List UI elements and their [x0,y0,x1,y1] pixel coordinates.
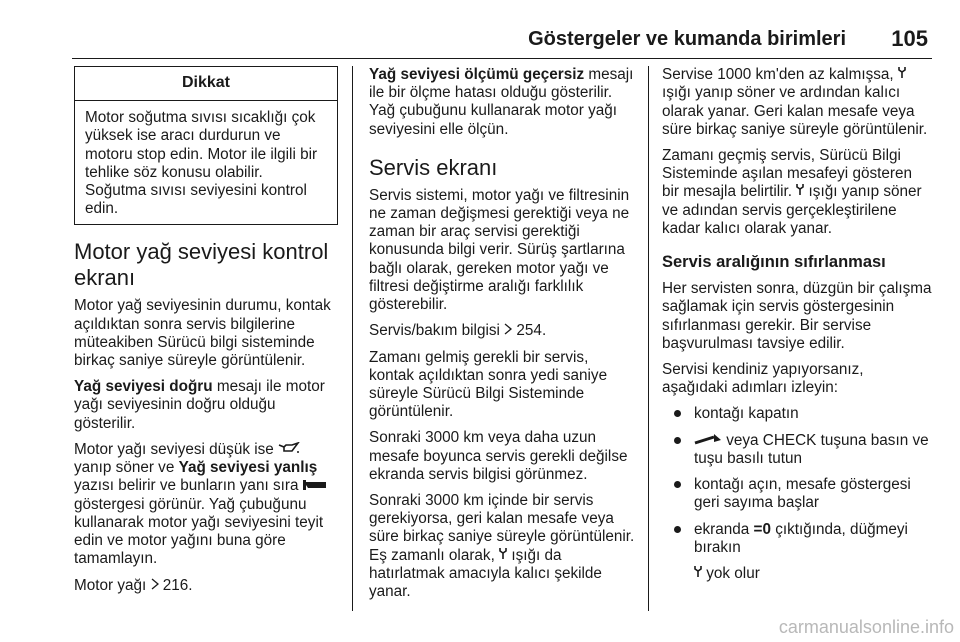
list-item: kontağı kapatın [662,405,932,423]
paragraph: Zamanı gelmiş gerekli bir servis, kontak açıldıktan sonra yedi saniye süreyle Sürücü Bilgi Sisteminde görüntülenir. [369,348,608,421]
page-title: Göstergeler ve kumanda birimleri [528,28,846,50]
page-number: 105 [891,26,928,51]
bullet-icon [674,437,681,444]
bullet-icon [674,410,681,417]
page-reference-icon [504,322,512,340]
column-divider [352,66,353,611]
paragraph: Yağ seviyesi ölçümü geçersiz mesajı ile bir ölçme hatası olduğu gösterilir. Yağ çubuğunu kullanarak motor yağı seviyesini elle ölçün. [369,66,634,138]
steps-list [662,405,932,557]
warning-text: Motor soğutma sıvısı sıcaklığı çok yüksek ise aracı durdurun ve motoru stop edin. Motor ile ilgili bir tehlike söz konusu olabilir. Soğutma sıvısı seviyesini kontrol edin. [85,109,318,218]
bullet-icon [674,526,681,533]
paragraph: Zamanı geçmiş servis, Sürücü Bilgi Sisteminde aşılan mesafeyi gösteren bir mesajla belirtilir. ışığı yanıp söner ve adından servis gerçekleştirilene kadar kalıcı olarak yanar. [662,146,922,237]
column-1 [74,66,340,603]
column-divider [648,66,649,611]
paragraph: yok olur [662,565,932,583]
service-wrench-icon [499,547,507,565]
paragraph: Yağ seviyesi doğru mesajı ile motor yağı seviyesinin doğru olduğu gösterilir. [74,378,325,432]
column-3 [662,66,932,591]
stalk-button-icon [694,432,722,450]
oil-level-bar-icon [303,477,327,495]
paragraph: Motor yağ seviyesinin durumu, kontak açıldıktan sonra servis bilgilerine müteakiben Sürücü bilgi sisteminde birkaç saniye süreyle görüntülenir. [74,297,331,370]
paragraph: Sonraki 3000 km veya daha uzun mesafe boyunca servis gerekli değilse ekranda servis bilgisi görünmez. [369,429,628,483]
list-item: kontağı açın, mesafe göstergesi geri sayıma başlar [662,476,932,512]
paragraph: Sonraki 3000 km içinde bir servis gerekiyorsa, geri kalan mesafe veya süre birkaç saniye süreyle görüntülenir. Eş zamanlı olarak, ışığı da hatırlatmak amacıyla kalıcı şekilde yanar. [369,492,635,601]
page-header [72,22,932,59]
paragraph: Her servisten sonra, düzgün bir çalışma sağlamak için servis göstergesinin sıfırlanması gerekir. Bir servise başvurulması tavsiye edilir. [662,280,932,352]
warning-title: Dikkat [75,67,337,101]
page-reference-icon [151,577,159,595]
section-heading-service: Servis ekranı [369,154,498,180]
bullet-icon [674,481,681,488]
paragraph: Servis/bakım bilgisi 254. [369,322,547,340]
service-wrench-icon [694,565,702,583]
paragraph: Servisi kendiniz yapıyorsanız, aşağıdaki adımları izleyin: [662,360,864,397]
section-heading-reset: Servis aralığının sıfırlanması [662,253,886,272]
list-item: ekranda =0 çıktığında, düğmeyi bırakın [662,521,932,557]
service-wrench-icon [898,66,906,84]
column-2 [369,66,637,609]
paragraph: Motor yağı 216. [74,576,193,594]
oil-can-icon [278,441,300,459]
watermark: carmanualsonline.info [778,617,954,637]
section-heading-oil-level: Motor yağ seviyesi kontrol ekranı [74,239,329,291]
warning-box [74,66,338,225]
paragraph: Servise 1000 km'den az kalmışsa, ışığı yanıp söner ve ardından kalıcı olarak yanar. Geri kalan mesafe veya süre birkaç saniye süreyle görüntülenir. [662,66,928,138]
paragraph: Servis sistemi, motor yağı ve filtresinin ne zaman değişmesi gerektiği veya ne zaman bir araç servisi gerektiği konusunda bilgi verir. Sürüş şartlarına bağlı olarak, gereken motor yağı ve filtresi değiştirme aralığı farklılık gösterebilir. [369,186,630,314]
list-item: veya CHECK tuşuna basın ve tuşu basılı tutun [662,432,932,469]
paragraph: Motor yağı seviyesi düşük ise yanıp söner ve Yağ seviyesi yanlış yazısı belirir ve bunların yanı sıra göstergesi görünür. Yağ çubuğunu kullanarak motor yağı seviyesini teyit edin ve motor yağını buna göre tamamlayın. [74,441,340,569]
